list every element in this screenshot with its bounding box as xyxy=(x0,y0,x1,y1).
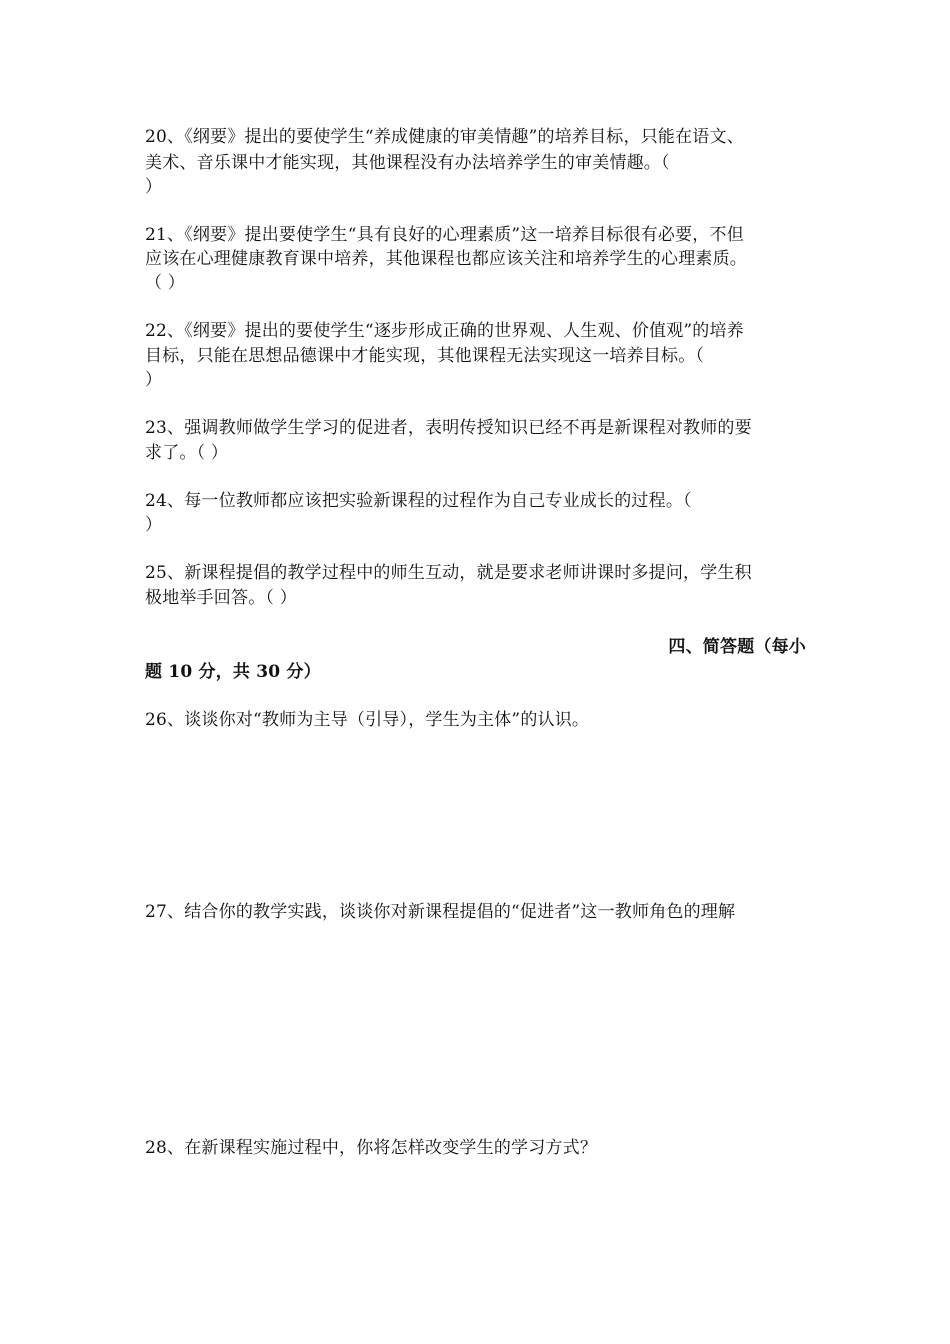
question-23-line-2: 求了。（ ） xyxy=(145,443,229,463)
question-21-line-1: 21、《纲要》提出要使学生“具有良好的心理素质”这一培养目标很有必要，不但 xyxy=(145,225,744,245)
section-heading-line-1: 四、简答题（每小 xyxy=(668,637,806,657)
question-25-line-1: 25、新课程提倡的教学过程中的师生互动，就是要求老师讲课时多提问，学生积 xyxy=(145,563,752,583)
question-20-line-1: 20、《纲要》提出的要使学生“养成健康的审美情趣”的培养目标，只能在语文、 xyxy=(145,127,744,147)
question-25-line-2: 极地举手回答。（ ） xyxy=(145,588,297,608)
section-heading-line-2: 题 10 分，共 30 分） xyxy=(145,662,321,682)
question-20-line-3: ） xyxy=(145,177,163,197)
question-27: 27、结合你的教学实践，谈谈你对新课程提倡的“促进者”这一教师角色的理解 xyxy=(145,902,736,922)
question-22-line-1: 22、《纲要》提出的要使学生“逐步形成正确的世界观、人生观、价值观”的培养 xyxy=(145,321,744,341)
question-20-line-2: 美术、音乐课中才能实现，其他课程没有办法培养学生的审美情趣。（ xyxy=(145,153,670,173)
question-22-line-2: 目标，只能在思想品德课中才能实现，其他课程无法实现这一培养目标。（ xyxy=(145,346,705,366)
question-21-line-2: 应该在心理健康教育课中培养，其他课程也都应该关注和培养学生的心理素质。 xyxy=(145,249,747,269)
question-26: 26、谈谈你对“教师为主导（引导），学生为主体”的认识。 xyxy=(145,710,590,730)
question-24-line-2: ） xyxy=(145,515,163,535)
question-22-line-3: ） xyxy=(145,370,163,390)
question-28: 28、在新课程实施过程中，你将怎样改变学生的学习方式？ xyxy=(145,1138,598,1158)
question-23-line-1: 23、强调教师做学生学习的促进者，表明传授知识已经不再是新课程对教师的要 xyxy=(145,418,752,438)
question-21-line-3: （ ） xyxy=(145,273,186,293)
question-24-line-1: 24、每一位教师都应该把实验新课程的过程作为自己专业成长的过程。（ xyxy=(145,491,692,511)
